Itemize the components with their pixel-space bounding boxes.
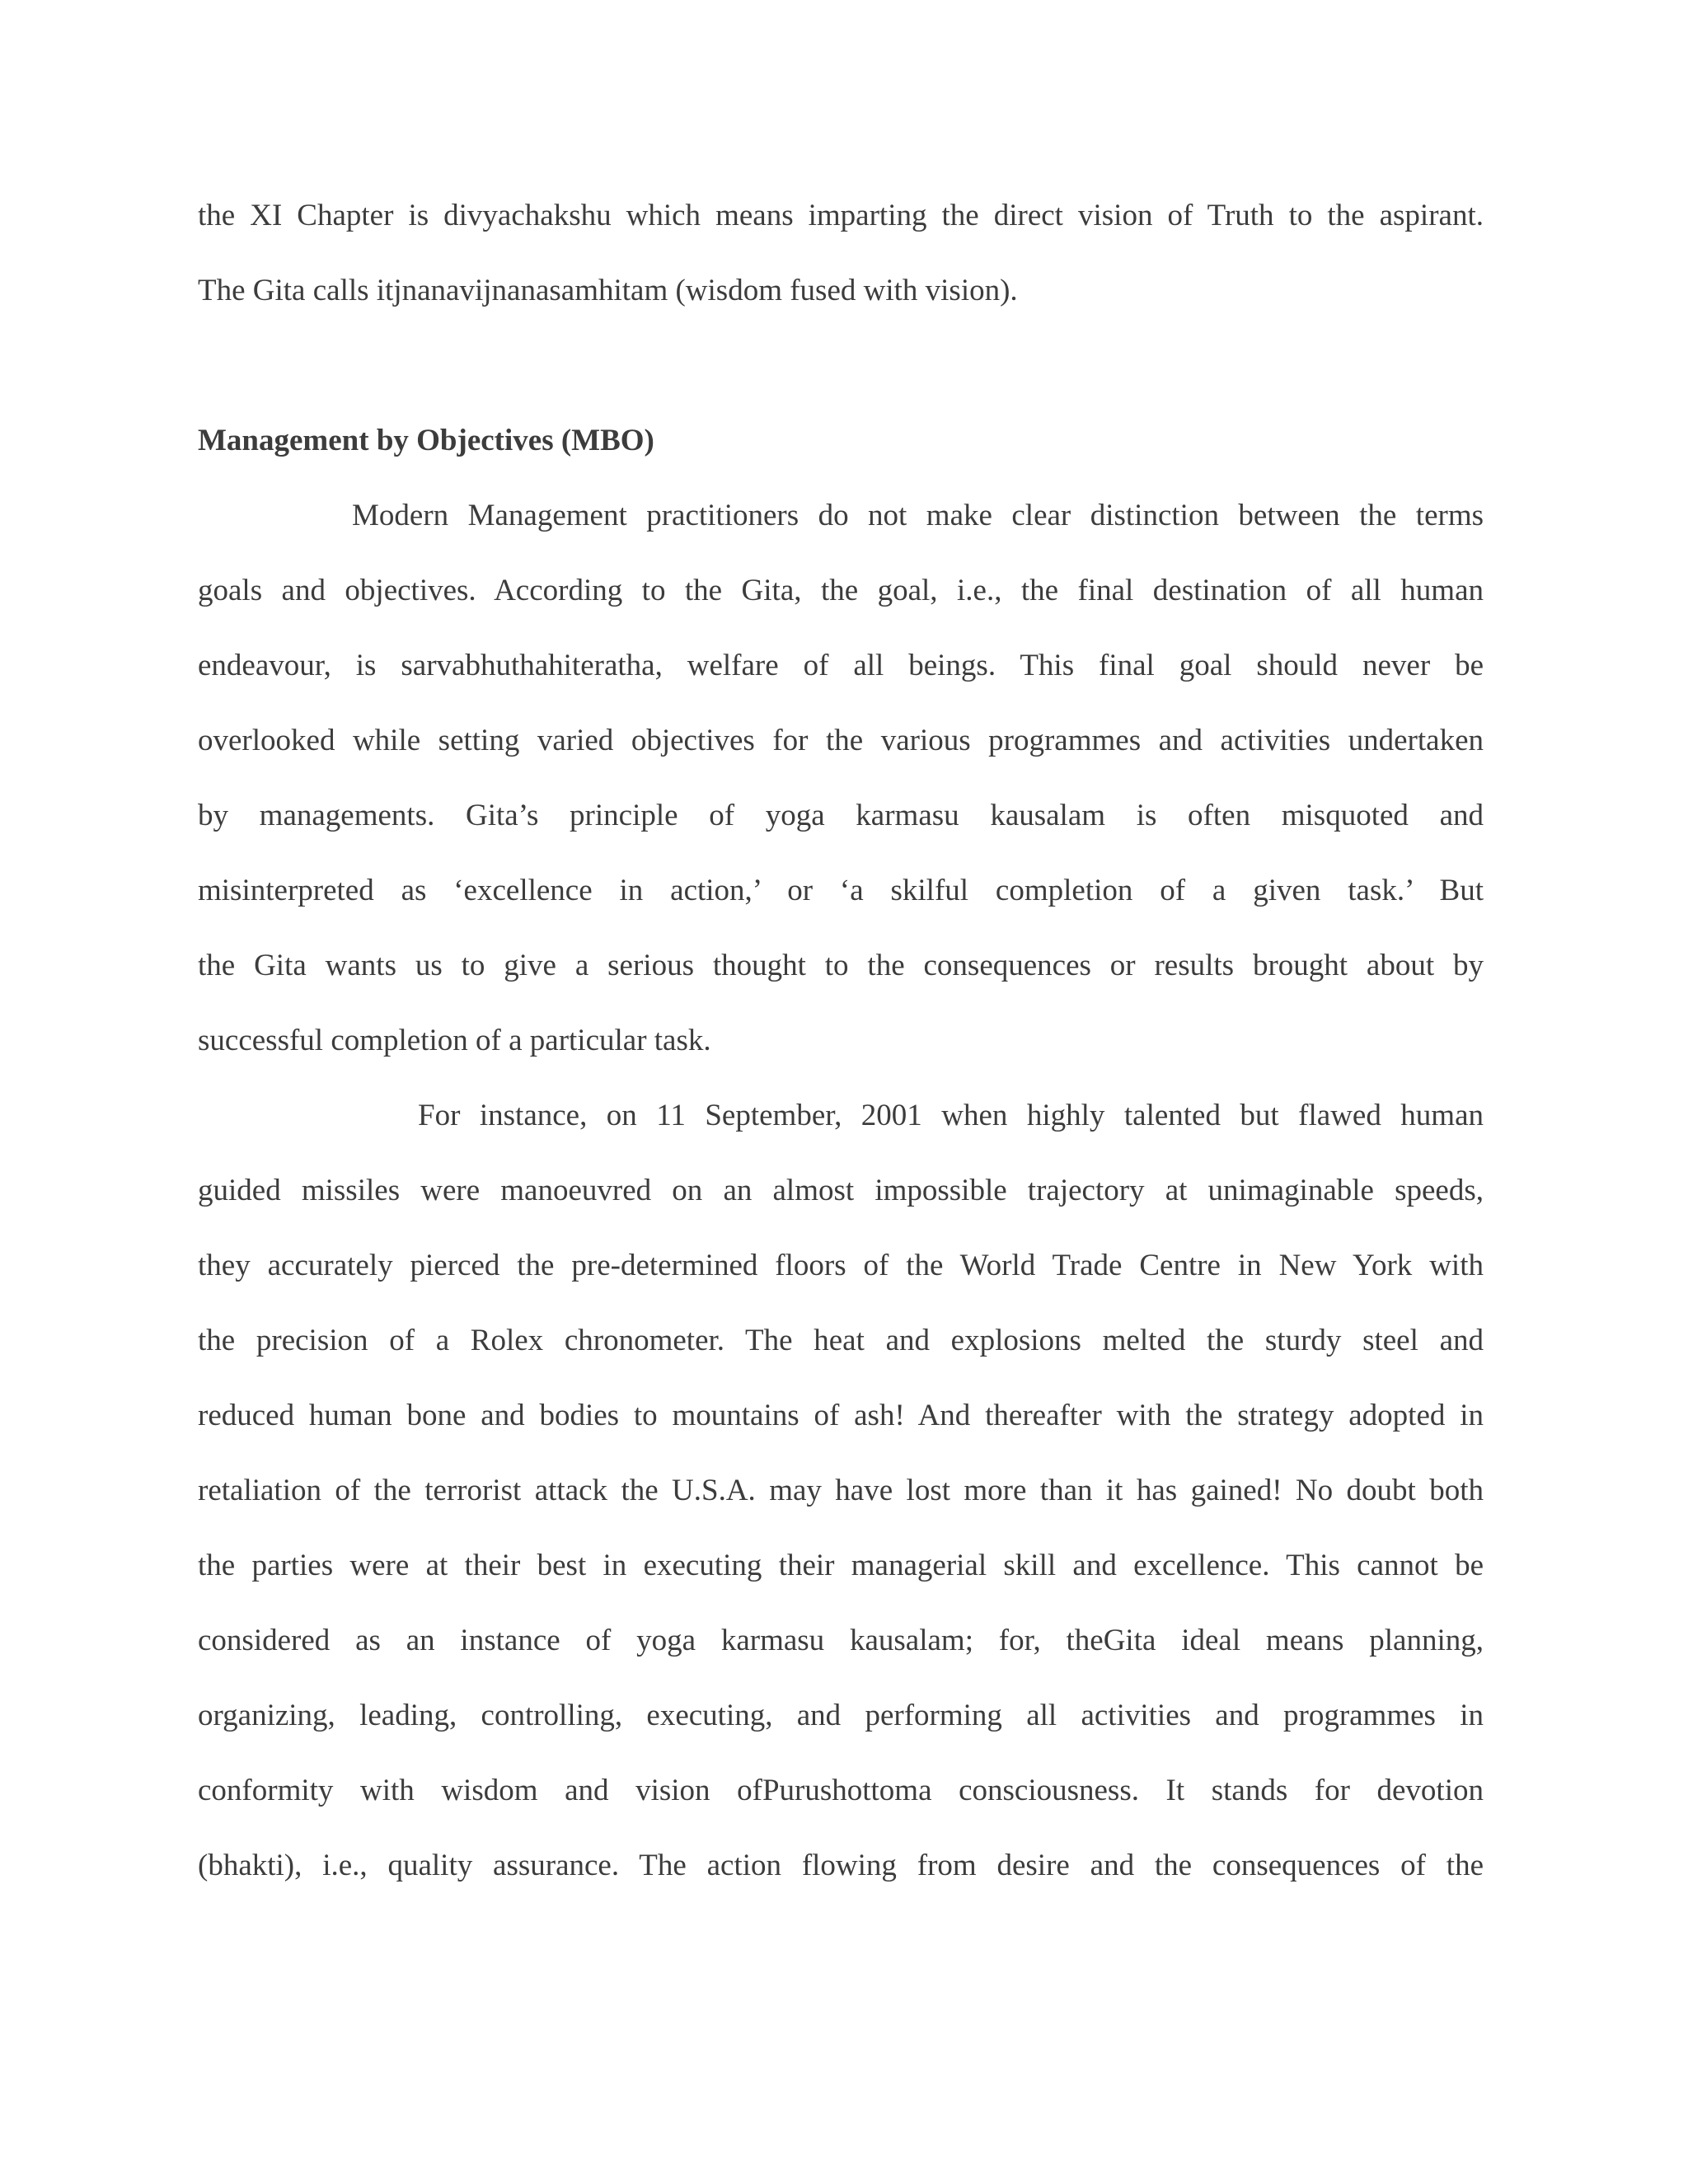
- text-line: The Gita calls itjnanavijnanasamhitam (wisdom fused with vision).: [198, 274, 1018, 307]
- text-line: by managements. Gita’s principle of yoga karmasu kausalam is often misquoted and: [198, 799, 1484, 832]
- text-line: reduced human bone and bodies to mountains of ash! And thereafter with the strategy adopted in: [198, 1399, 1484, 1432]
- text-line: the parties were at their best in executing their managerial skill and excellence. This cannot be: [198, 1549, 1484, 1582]
- text-line: (bhakti), i.e., quality assurance. The action flowing from desire and the consequences of the: [198, 1849, 1484, 1882]
- text-line: overlooked while setting varied objectives for the various programmes and activities undertaken: [198, 724, 1484, 757]
- text-line: guided missiles were manoeuvred on an almost impossible trajectory at unimaginable speeds,: [198, 1174, 1484, 1207]
- text-line: conformity with wisdom and vision ofPurushottoma consciousness. It stands for devotion: [198, 1774, 1484, 1807]
- text-line: organizing, leading, controlling, executing, and performing all activities and programmes in: [198, 1699, 1484, 1732]
- section-heading: Management by Objectives (MBO): [198, 424, 654, 457]
- text-line: For instance, on 11 September, 2001 when highly talented but flawed human: [418, 1099, 1484, 1132]
- text-line: the Gita wants us to give a serious thought to the consequences or results brought about by: [198, 949, 1484, 982]
- text-line: endeavour, is sarvabhuthahiteratha, welfare of all beings. This final goal should never be: [198, 649, 1484, 682]
- text-line: goals and objectives. According to the Gita, the goal, i.e., the final destination of all human: [198, 574, 1484, 607]
- text-line: retaliation of the terrorist attack the U.S.A. may have lost more than it has gained! No doubt both: [198, 1474, 1484, 1507]
- text-line: the precision of a Rolex chronometer. The heat and explosions melted the sturdy steel and: [198, 1324, 1484, 1357]
- text-line: the XI Chapter is divyachakshu which means imparting the direct vision of Truth to the aspirant.: [198, 199, 1484, 232]
- text-line: they accurately pierced the pre-determined floors of the World Trade Centre in New York with: [198, 1249, 1484, 1282]
- text-line: misinterpreted as ‘excellence in action,’ or ‘a skilful completion of a given task.’ But: [198, 874, 1484, 907]
- text-line: Modern Management practitioners do not make clear distinction between the terms: [352, 499, 1484, 532]
- text-line: successful completion of a particular task.: [198, 1024, 711, 1057]
- text-line: considered as an instance of yoga karmasu kausalam; for, theGita ideal means planning,: [198, 1624, 1484, 1657]
